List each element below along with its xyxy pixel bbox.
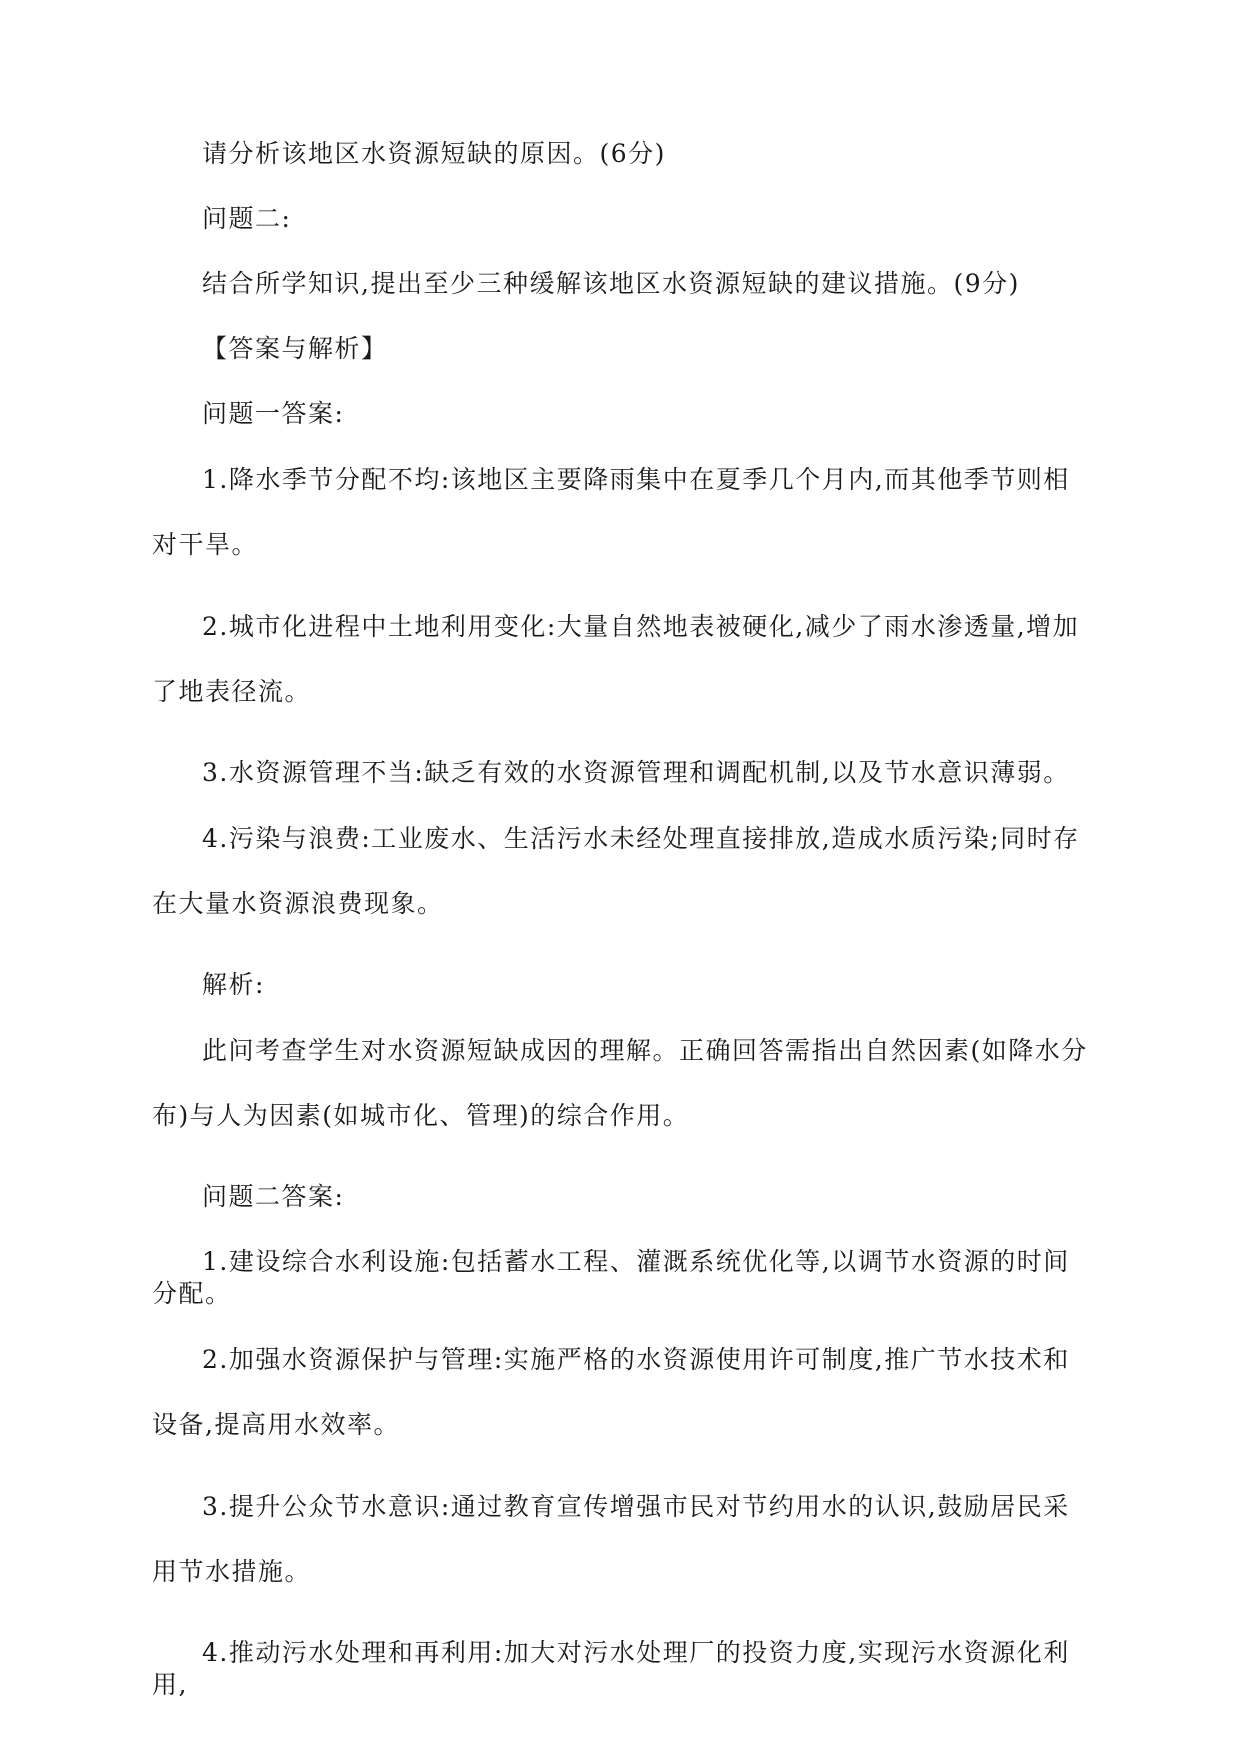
answer-one-point-3: 3.水资源管理不当:缺乏有效的水资源管理和调配机制,以及节水意识薄弱。 [202,758,1070,787]
answer-two-point-4: 4.推动污水处理和再利用:加大对污水处理厂的投资力度,实现污水资源化利用, [152,1638,1070,1699]
answer-section-heading: 【答案与解析】 [202,334,388,363]
answer-two-point-1: 1.建设综合水利设施:包括蓄水工程、灌溉系统优化等,以调节水资源的时间分配。 [152,1247,1070,1308]
question-one-answer-heading: 问题一答案: [202,399,345,428]
answer-one-point-1: 1.降水季节分配不均:该地区主要降雨集中在夏季几个月内,而其他季节则相对干旱。 [152,465,1070,559]
answer-one-point-4: 4.污染与浪费:工业废水、生活污水未经处理直接排放,造成水质污染;同时存在大量水资源浪费现象。 [152,824,1080,918]
answer-two-point-3: 3.提升公众节水意识:通过教育宣传增强市民对节约用水的认识,鼓励居民采用节水措施。 [152,1492,1070,1586]
question-two-prompt: 结合所学知识,提出至少三种缓解该地区水资源短缺的建议措施。(9分) [202,269,1020,298]
question-two-heading: 问题二: [202,204,292,233]
answer-two-point-2: 2.加强水资源保护与管理:实施严格的水资源使用许可制度,推广节水技术和设备,提高用水效率。 [152,1345,1070,1439]
analysis-heading: 解析: [202,970,265,999]
answer-one-point-2: 2.城市化进程中土地利用变化:大量自然地表被硬化,减少了雨水渗透量,增加了地表径流。 [152,612,1080,706]
document-body [152,138,1092,1734]
analysis-text: 此问考查学生对水资源短缺成因的理解。正确回答需指出自然因素(如降水分布)与人为因素(如城市化、管理)的综合作用。 [152,1036,1088,1130]
question-two-answer-heading: 问题二答案: [202,1182,345,1211]
question-one-prompt: 请分析该地区水资源短缺的原因。(6分) [202,139,666,168]
